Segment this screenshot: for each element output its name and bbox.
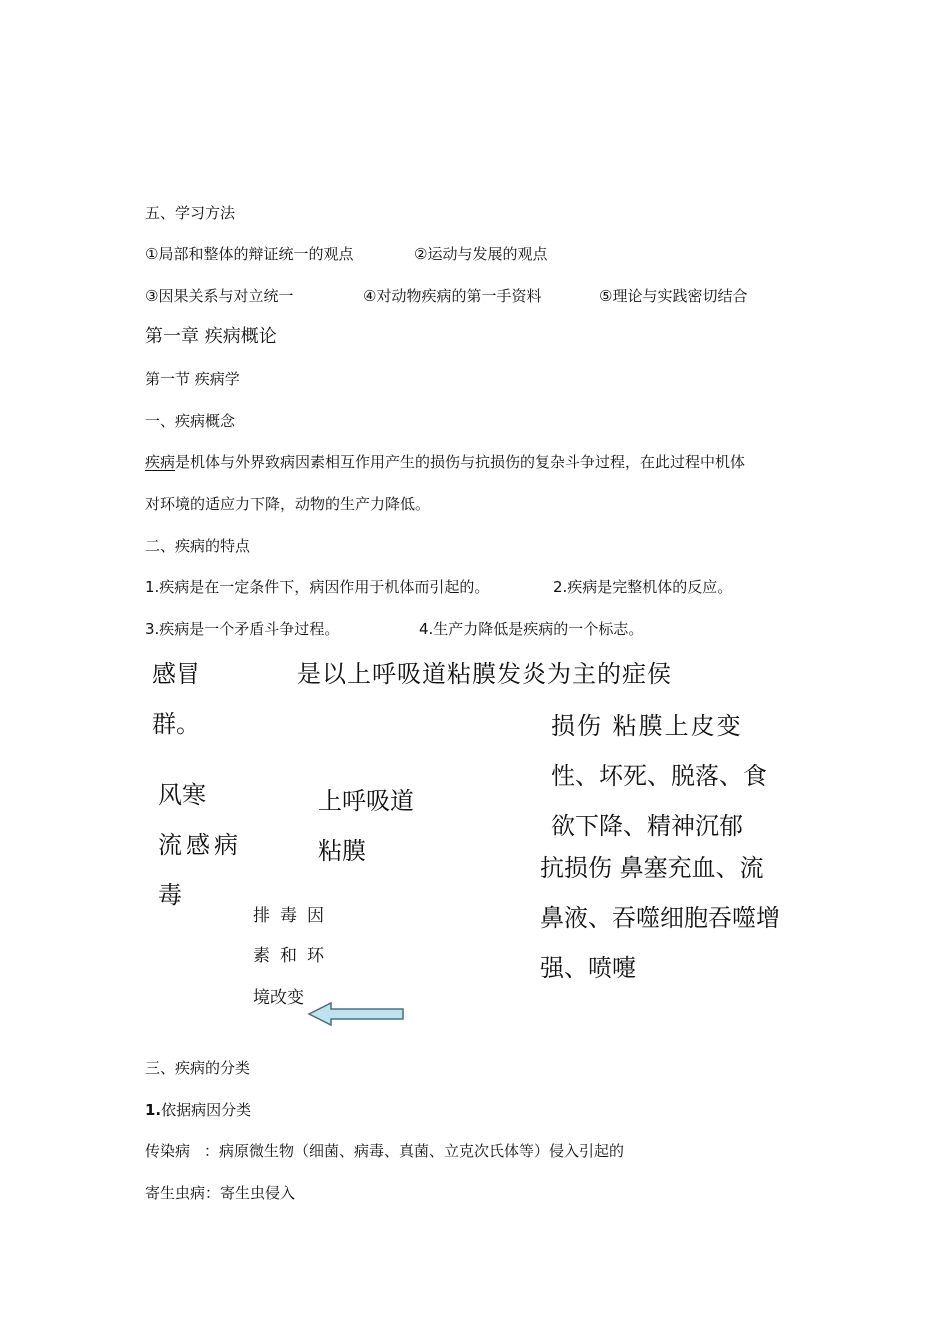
chapter-title: 第一章 疾病概论 [145,326,277,347]
method-item-5: ⑤理论与实践密切结合 [599,287,748,305]
classification-subheading [145,1099,251,1120]
feature-item-4: 4.生产力降低是疾病的一个标志。 [419,620,644,638]
diagram-site-1: 上呼吸道 [318,787,414,815]
feature-item-1: 1.疾病是在一定条件下，病因作用于机体而引起的。 [145,578,490,596]
concept-term: 疾病 [145,453,176,471]
diagram-expel-3: 境改变 [253,988,304,1008]
method-item-3: ③因果关系与对立统一 [145,287,294,305]
diagram-cause-3: 毒 [158,881,182,909]
section-title: 第一节 疾病学 [145,370,240,388]
diagram-anti-damage-3: 强、喷嚏 [540,954,636,982]
diagram-anti-damage-1: 抗损伤 鼻塞充血、流 [540,854,764,882]
diagram-expel-2: 素和环 [253,946,334,966]
diagram-cold-definition-2: 群。 [152,710,200,738]
diagram-damage-3: 欲下降、精神沉郁 [551,812,743,840]
method-item-4: ④对动物疾病的第一手资料 [363,287,542,305]
feature-item-3: 3.疾病是一个矛盾斗争过程。 [145,620,340,638]
diagram-cold-term: 感冒 [152,660,200,688]
feature-item-2: 2.疾病是完整机体的反应。 [553,578,733,596]
infectious-description: ：病原微生物（细菌、病毒、真菌、立克次氏体等）侵入引起的 [204,1142,625,1160]
parasitic-disease-line: 寄生虫病：寄生虫侵入 [145,1184,296,1202]
concept-line-1 [145,451,745,472]
diagram-site-2: 粘膜 [318,837,366,865]
diagram-damage-2: 性、坏死、脱落、食 [551,762,767,790]
diagram-damage-1: 损伤 粘膜上皮变 [551,712,743,740]
diagram-cause-1: 风寒 [158,781,206,809]
heading-disease-concept: 一、疾病概念 [145,412,236,430]
diagram-cold-definition-1: 是以上呼吸道粘膜发炎为主的症侯 [297,660,672,688]
method-item-1: ①局部和整体的辩证统一的观点 [145,245,354,263]
infectious-label: 传染病 [145,1142,191,1160]
diagram-anti-damage-2: 鼻液、吞噬细胞吞噬增 [540,904,780,932]
classification-sub-number: 1. [145,1101,162,1119]
concept-definition: 是机体与外界致病因素相互作用产生的损伤与抗损伤的复杂斗争过程，在此过程中机体 [175,453,746,471]
method-item-2: ②运动与发展的观点 [414,245,548,263]
diagram-cause-2: 流感病 [158,831,242,859]
heading-disease-features: 二、疾病的特点 [145,537,251,555]
concept-line-2: 对环境的适应力下降，动物的生产力降低。 [145,495,431,513]
left-arrow-icon [305,1000,407,1028]
heading-disease-classification: 三、疾病的分类 [145,1059,251,1077]
diagram-expel-1: 排毒因 [253,906,334,926]
heading-learning-methods: 五、学习方法 [145,204,236,222]
infectious-disease-line [145,1140,624,1161]
classification-sub-text: 依据病因分类 [161,1101,252,1119]
